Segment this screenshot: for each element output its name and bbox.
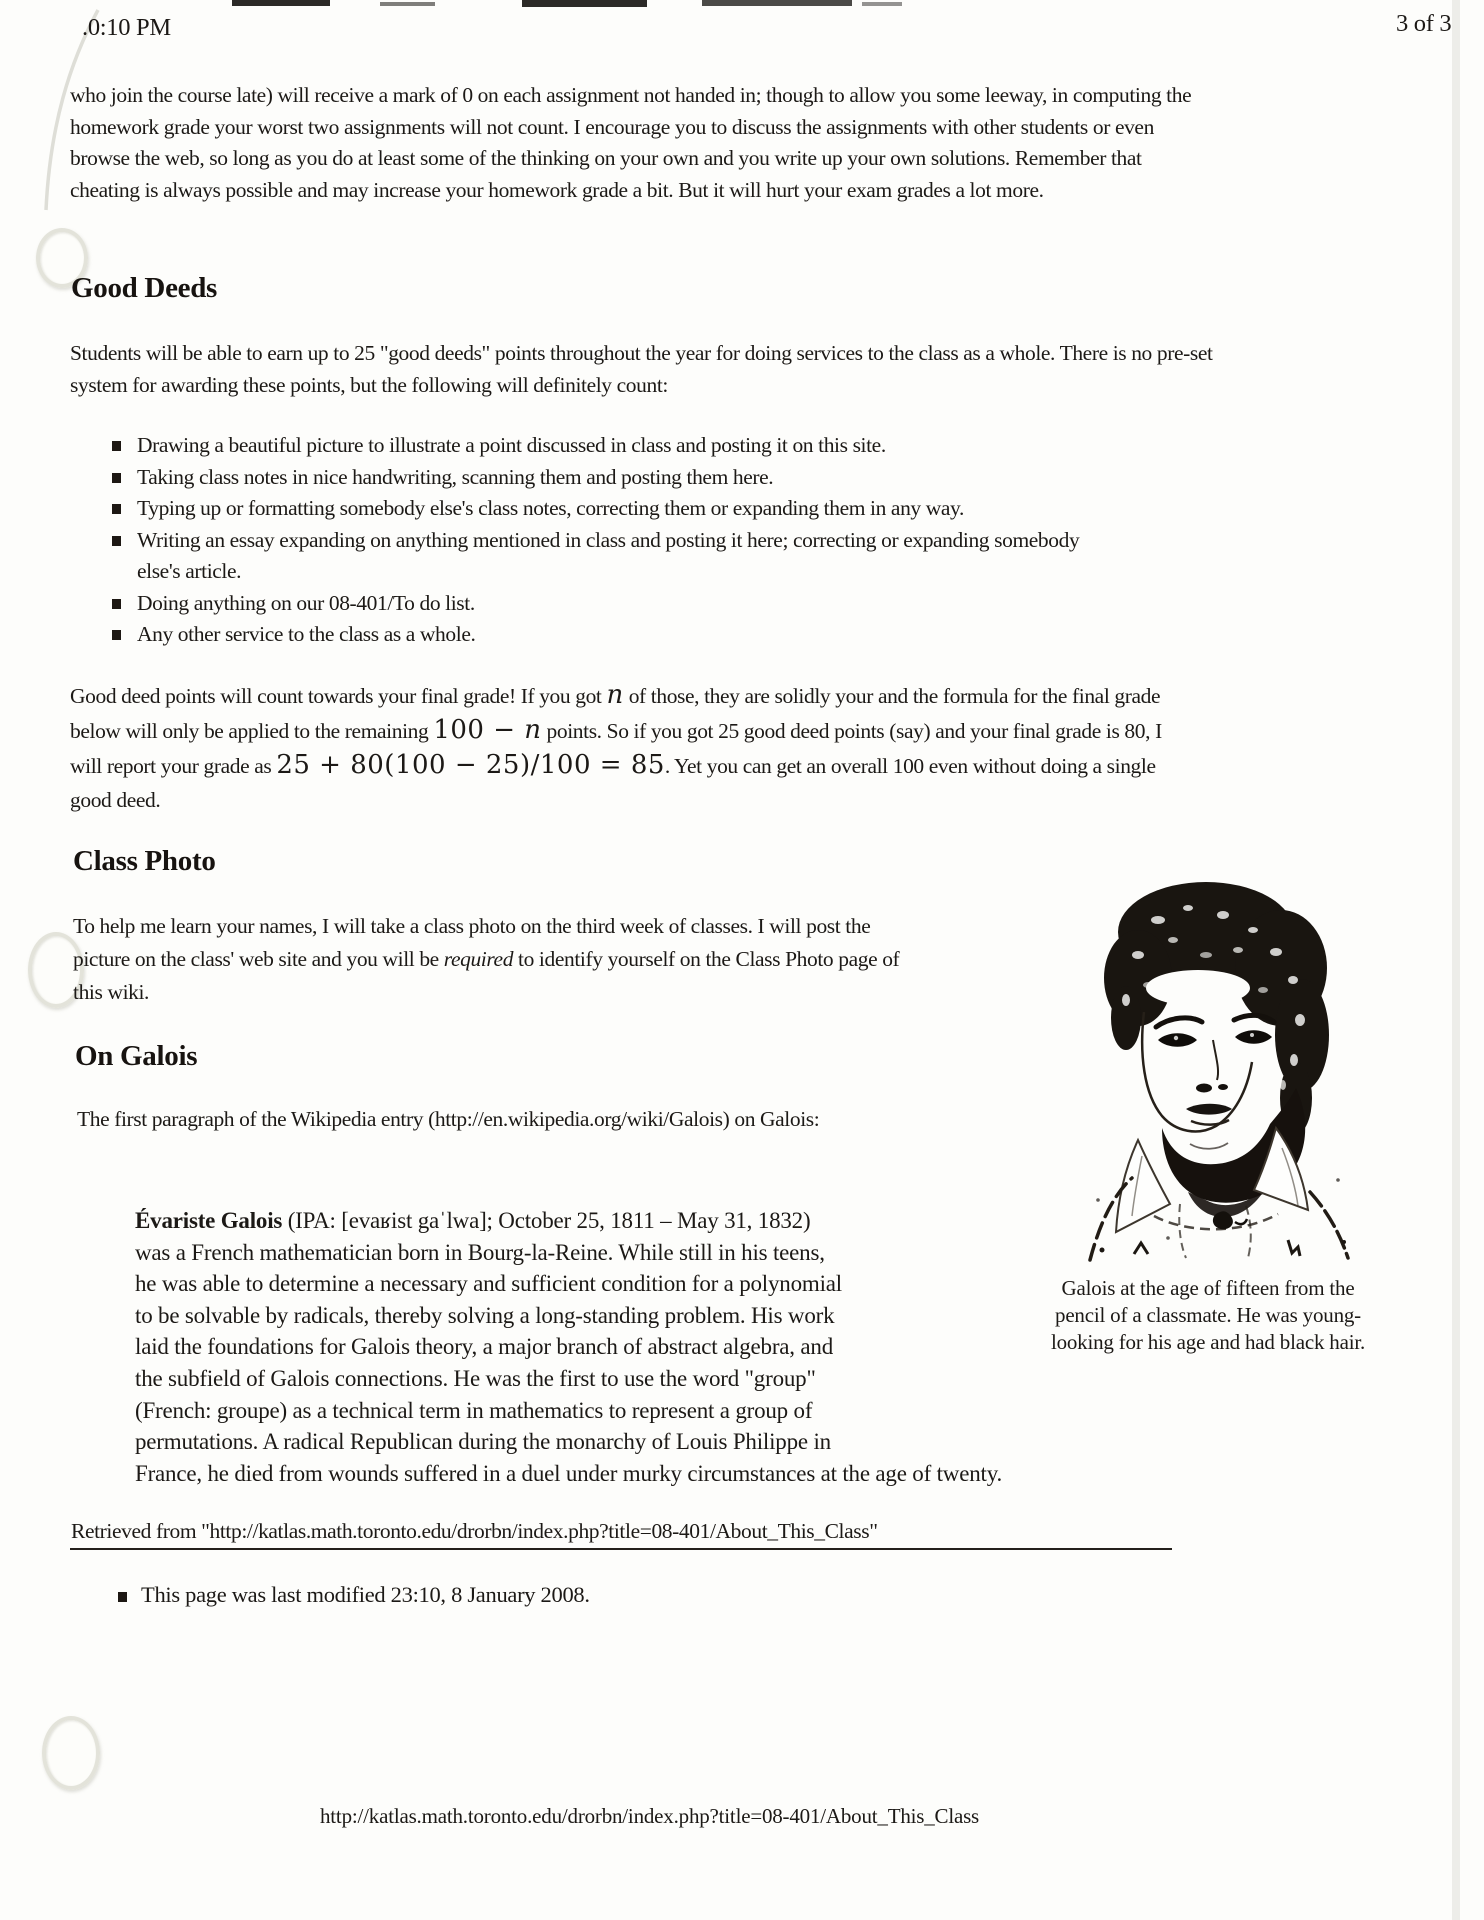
quote-line xyxy=(135,1205,1002,1237)
retrieved-url: "http://katlas.math.toronto.edu/drorbn/index.php?title=08-401/About_This_Class" xyxy=(201,1519,878,1543)
heading-on-galois: On Galois xyxy=(75,1040,198,1072)
math-n: n xyxy=(524,715,542,745)
math-100-minus: 100 − xyxy=(433,715,525,745)
page-number: 3 of 3 xyxy=(1396,10,1452,37)
scan-artifact xyxy=(862,2,902,6)
list-item: Doing anything on our 08-401/To do list. xyxy=(112,588,1107,620)
on-galois-intro: The first paragraph of the Wikipedia entry (http://en.wikipedia.org/wiki/Galois) on Galois: xyxy=(77,1107,820,1131)
retrieved-prefix: Retrieved from xyxy=(71,1519,202,1543)
math-grade-formula: 25 + 80(100 − 25)/100 = 85 xyxy=(276,750,665,780)
list-item: Taking class notes in nice handwriting, scanning them and posting them here. xyxy=(112,462,1107,494)
formula-paragraph xyxy=(70,678,1170,817)
quote-line: the subfield of Galois connections. He was the first to use the word "group" xyxy=(135,1365,816,1391)
list-item: Writing an essay expanding on anything mentioned in class and posting it here; correcting or expanding somebody else's article. xyxy=(112,525,1107,588)
quote-line: was a French mathematician born in Bourg-la-Reine. While still in his teens, xyxy=(135,1239,825,1265)
class-photo-paragraph xyxy=(73,910,908,1009)
figure-caption: Galois at the age of fifteen from the pencil of a classmate. He was young-looking for his age and had black hair. xyxy=(1050,1276,1366,1354)
galois-portrait-sketch xyxy=(1038,860,1378,1262)
footer-url: http://katlas.math.toronto.edu/drorbn/index.php?title=08-401/About_This_Class xyxy=(320,1804,980,1828)
quote-line: he was able to determine a necessary and sufficient condition for a polynomial xyxy=(135,1271,842,1297)
good-deeds-intro: Students will be able to earn up to 25 "good deeds" points throughout the year for doing services to the class as a whole. There is no pre-set system for awarding these points, but the following will definitely count: xyxy=(70,341,1213,397)
good-deeds-list xyxy=(112,430,1107,651)
quote-line: France, he died from wounds suffered in a duel under murky circumstances at the age of twenty. xyxy=(135,1460,1003,1486)
heading-good-deeds: Good Deeds xyxy=(71,272,218,304)
quote-line: (French: groupe) as a technical term in mathematics to represent a group of xyxy=(135,1397,813,1423)
scan-artifact xyxy=(380,2,435,6)
quote-line: to be solvable by radicals, thereby solving a long-standing problem. His work xyxy=(135,1302,835,1328)
text-segment: to identify yourself on the Class Photo page of this wiki. xyxy=(73,947,900,1004)
footer-divider xyxy=(70,1548,1172,1550)
text-segment: points. So if you got 25 good deed points (say) and your final grade is 80, I will report your grade as xyxy=(70,719,1162,778)
scan-artifact xyxy=(702,0,852,6)
quote-line: laid the foundations for Galois theory, a major branch of abstract algebra, and xyxy=(135,1334,834,1360)
last-modified-item: This page was last modified 23:10, 8 January 2008. xyxy=(118,1582,1041,1608)
math-n: n xyxy=(606,680,624,710)
retrieved-line xyxy=(71,1516,1231,1548)
print-timestamp: .0:10 PM xyxy=(82,14,171,41)
text-segment: To help me learn your names, I will take a class photo on the third week of classes. I will post the picture on the class' web site and you will be xyxy=(73,914,871,971)
list-item: Typing up or formatting somebody else's class notes, correcting them or expanding them in any way. xyxy=(112,493,1107,525)
list-item: Any other service to the class as a whole. xyxy=(112,619,1107,651)
galois-quote xyxy=(135,1205,1002,1489)
text-segment: . Yet you can get an overall 100 even without doing a single good deed. xyxy=(70,754,1156,812)
intro-paragraph: who join the course late) will receive a mark of 0 on each assignment not handed in; though to allow you some leeway, in computing the homework grade your worst two assignments will not count. I encourage you to discuss the assignments with other students or even browse the web, so long as you do at least some of the thinking on your own and you write up your own solutions. Remember that cheating is always possible and may increase your homework grade a bit. But it will hurt your exam grades a lot more. xyxy=(70,83,1192,202)
quote-line: permutations. A radical Republican during the monarchy of Louis Philippe in xyxy=(135,1429,831,1455)
text-segment: of those, they are solidly your and the formula for the final grade below will only be applied to the remaining xyxy=(70,684,1161,743)
text-segment: Good deed points will count towards your final grade! If you got xyxy=(70,684,607,708)
emphasis-required: required xyxy=(443,947,514,971)
quote-text: (IPA: [evaʁist gaˈlwa]; October 25, 1811 – May 31, 1832) xyxy=(282,1208,811,1233)
list-item: Drawing a beautiful picture to illustrate a point discussed in class and posting it on this site. xyxy=(112,430,1107,462)
punch-hole xyxy=(42,1716,100,1790)
galois-figure xyxy=(1038,860,1378,1356)
scan-artifact xyxy=(522,0,647,7)
page-edge-shadow xyxy=(1452,0,1460,1920)
heading-class-photo: Class Photo xyxy=(73,845,216,877)
scan-artifact xyxy=(232,0,330,6)
quote-bold-lead: Évariste Galois xyxy=(135,1208,283,1233)
